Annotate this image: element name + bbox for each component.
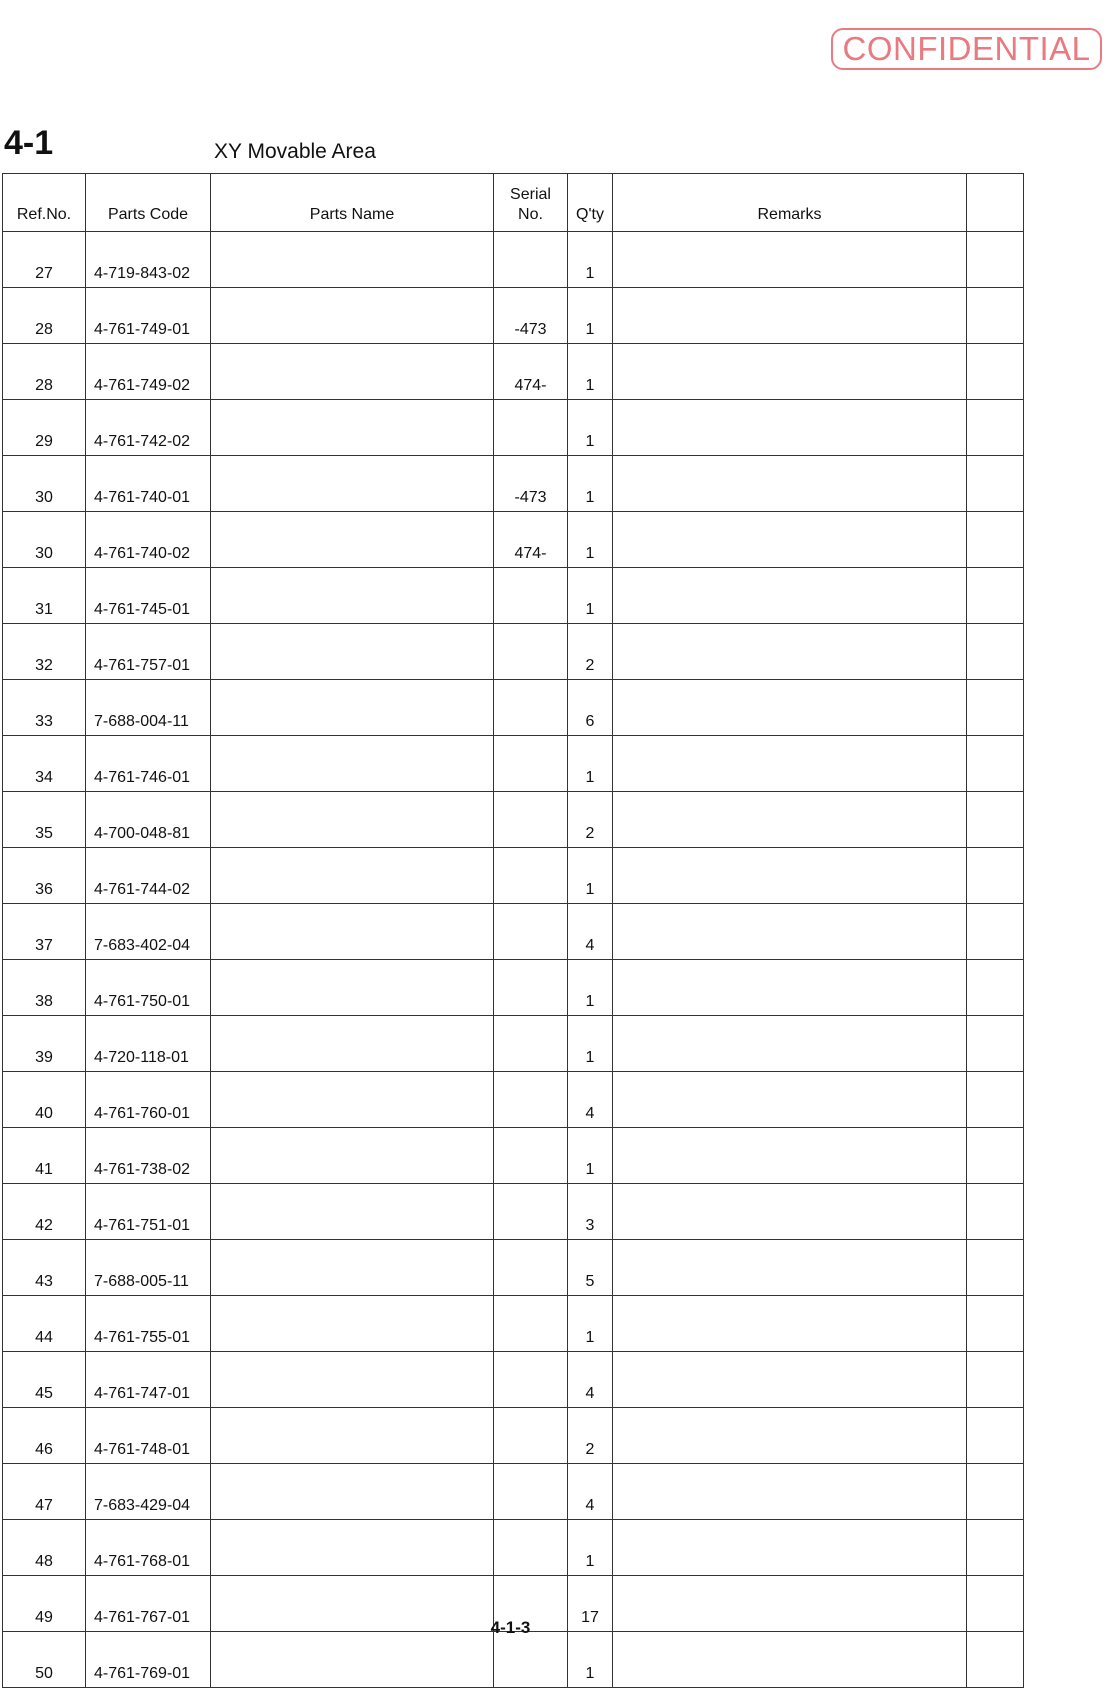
cell-extra bbox=[967, 512, 1024, 568]
cell-parts-code: 4-761-746-01 bbox=[86, 736, 211, 792]
cell-parts-code: 4-761-748-01 bbox=[86, 1408, 211, 1464]
cell-remarks bbox=[613, 1408, 967, 1464]
cell-ref-no: 37 bbox=[3, 904, 86, 960]
cell-qty: 1 bbox=[568, 512, 613, 568]
cell-parts-code: 4-761-747-01 bbox=[86, 1352, 211, 1408]
cell-ref-no: 40 bbox=[3, 1072, 86, 1128]
parts-table-body bbox=[3, 232, 1024, 1688]
cell-qty: 1 bbox=[568, 400, 613, 456]
table-row bbox=[3, 456, 1024, 512]
cell-qty: 1 bbox=[568, 1296, 613, 1352]
header-serial-line2: No. bbox=[518, 206, 543, 223]
cell-serial-no bbox=[494, 1632, 568, 1688]
cell-serial-no bbox=[494, 1240, 568, 1296]
cell-ref-no: 45 bbox=[3, 1352, 86, 1408]
cell-serial-no bbox=[494, 1296, 568, 1352]
table-row bbox=[3, 1408, 1024, 1464]
cell-extra bbox=[967, 1352, 1024, 1408]
cell-parts-code: 4-761-745-01 bbox=[86, 568, 211, 624]
cell-qty: 1 bbox=[568, 1016, 613, 1072]
table-row bbox=[3, 680, 1024, 736]
cell-serial-no bbox=[494, 1464, 568, 1520]
cell-ref-no: 32 bbox=[3, 624, 86, 680]
cell-extra bbox=[967, 344, 1024, 400]
table-row bbox=[3, 904, 1024, 960]
cell-ref-no: 30 bbox=[3, 512, 86, 568]
cell-extra bbox=[967, 960, 1024, 1016]
table-row bbox=[3, 792, 1024, 848]
cell-qty: 1 bbox=[568, 1128, 613, 1184]
cell-ref-no: 35 bbox=[3, 792, 86, 848]
table-row bbox=[3, 232, 1024, 288]
cell-parts-code: 7-688-005-11 bbox=[86, 1240, 211, 1296]
cell-parts-code: 7-683-429-04 bbox=[86, 1464, 211, 1520]
cell-serial-no bbox=[494, 568, 568, 624]
cell-parts-name bbox=[211, 568, 494, 624]
cell-qty: 1 bbox=[568, 344, 613, 400]
cell-remarks bbox=[613, 624, 967, 680]
cell-ref-no: 27 bbox=[3, 232, 86, 288]
cell-remarks bbox=[613, 512, 967, 568]
cell-parts-code: 7-683-402-04 bbox=[86, 904, 211, 960]
cell-parts-name bbox=[211, 1352, 494, 1408]
cell-parts-name bbox=[211, 1184, 494, 1240]
cell-qty: 1 bbox=[568, 1632, 613, 1688]
cell-parts-name bbox=[211, 1072, 494, 1128]
cell-extra bbox=[967, 400, 1024, 456]
table-row bbox=[3, 960, 1024, 1016]
cell-parts-name bbox=[211, 512, 494, 568]
table-row bbox=[3, 344, 1024, 400]
cell-parts-name bbox=[211, 1128, 494, 1184]
header-ref-no: Ref.No. bbox=[3, 174, 86, 232]
header-row bbox=[3, 174, 1024, 232]
cell-parts-name bbox=[211, 1520, 494, 1576]
cell-qty: 1 bbox=[568, 232, 613, 288]
cell-ref-no: 28 bbox=[3, 288, 86, 344]
cell-remarks bbox=[613, 1128, 967, 1184]
cell-parts-name bbox=[211, 680, 494, 736]
cell-parts-code: 4-719-843-02 bbox=[86, 232, 211, 288]
cell-parts-code: 4-761-744-02 bbox=[86, 848, 211, 904]
table-row bbox=[3, 400, 1024, 456]
cell-ref-no: 30 bbox=[3, 456, 86, 512]
cell-qty: 4 bbox=[568, 1072, 613, 1128]
cell-parts-name bbox=[211, 1240, 494, 1296]
cell-remarks bbox=[613, 792, 967, 848]
cell-parts-code: 4-761-740-02 bbox=[86, 512, 211, 568]
cell-serial-no bbox=[494, 736, 568, 792]
header-parts-code: Parts Code bbox=[86, 174, 211, 232]
cell-serial-no bbox=[494, 792, 568, 848]
cell-parts-name bbox=[211, 792, 494, 848]
cell-extra bbox=[967, 624, 1024, 680]
cell-parts-code: 4-761-768-01 bbox=[86, 1520, 211, 1576]
cell-remarks bbox=[613, 848, 967, 904]
table-row bbox=[3, 568, 1024, 624]
cell-extra bbox=[967, 1632, 1024, 1688]
cell-ref-no: 39 bbox=[3, 1016, 86, 1072]
cell-remarks bbox=[613, 680, 967, 736]
cell-remarks bbox=[613, 1464, 967, 1520]
cell-extra bbox=[967, 1408, 1024, 1464]
cell-serial-no: -473 bbox=[494, 288, 568, 344]
cell-serial-no: 474- bbox=[494, 512, 568, 568]
section-title: XY Movable Area bbox=[214, 140, 376, 163]
cell-qty: 17 bbox=[568, 1576, 613, 1632]
cell-qty: 3 bbox=[568, 1184, 613, 1240]
cell-remarks bbox=[613, 1240, 967, 1296]
cell-remarks bbox=[613, 1016, 967, 1072]
cell-extra bbox=[967, 1464, 1024, 1520]
cell-parts-name bbox=[211, 848, 494, 904]
header-serial-no bbox=[494, 174, 568, 232]
cell-parts-name bbox=[211, 1016, 494, 1072]
header-remarks: Remarks bbox=[613, 174, 967, 232]
cell-parts-code: 4-761-738-02 bbox=[86, 1128, 211, 1184]
cell-ref-no: 50 bbox=[3, 1632, 86, 1688]
cell-remarks bbox=[613, 904, 967, 960]
cell-parts-code: 4-761-769-01 bbox=[86, 1632, 211, 1688]
cell-remarks bbox=[613, 736, 967, 792]
cell-ref-no: 28 bbox=[3, 344, 86, 400]
cell-remarks bbox=[613, 1296, 967, 1352]
cell-remarks bbox=[613, 1520, 967, 1576]
cell-parts-name bbox=[211, 1296, 494, 1352]
header-serial-line1: Serial bbox=[510, 186, 551, 203]
cell-parts-name bbox=[211, 1632, 494, 1688]
cell-parts-name bbox=[211, 232, 494, 288]
cell-parts-code: 4-761-749-01 bbox=[86, 288, 211, 344]
cell-extra bbox=[967, 568, 1024, 624]
cell-parts-code: 4-761-750-01 bbox=[86, 960, 211, 1016]
cell-qty: 1 bbox=[568, 736, 613, 792]
table-row bbox=[3, 736, 1024, 792]
cell-parts-code: 4-761-760-01 bbox=[86, 1072, 211, 1128]
cell-extra bbox=[967, 1072, 1024, 1128]
table-row bbox=[3, 1464, 1024, 1520]
cell-qty: 4 bbox=[568, 904, 613, 960]
cell-parts-name bbox=[211, 456, 494, 512]
cell-qty: 1 bbox=[568, 568, 613, 624]
header-qty: Q'ty bbox=[568, 174, 613, 232]
cell-remarks bbox=[613, 1632, 967, 1688]
cell-ref-no: 31 bbox=[3, 568, 86, 624]
page-number: 4-1-3 bbox=[490, 1618, 531, 1637]
cell-extra bbox=[967, 736, 1024, 792]
cell-parts-code: 4-761-749-02 bbox=[86, 344, 211, 400]
cell-qty: 6 bbox=[568, 680, 613, 736]
cell-extra bbox=[967, 1184, 1024, 1240]
cell-serial-no: -473 bbox=[494, 456, 568, 512]
cell-remarks bbox=[613, 960, 967, 1016]
cell-qty: 2 bbox=[568, 792, 613, 848]
confidential-stamp: CONFIDENTIAL bbox=[831, 28, 1102, 70]
cell-extra bbox=[967, 456, 1024, 512]
table-row bbox=[3, 1520, 1024, 1576]
cell-extra bbox=[967, 1128, 1024, 1184]
cell-parts-code: 4-720-118-01 bbox=[86, 1016, 211, 1072]
cell-parts-name bbox=[211, 400, 494, 456]
header-parts-name: Parts Name bbox=[211, 174, 494, 232]
cell-remarks bbox=[613, 456, 967, 512]
cell-serial-no bbox=[494, 232, 568, 288]
cell-parts-code: 4-761-751-01 bbox=[86, 1184, 211, 1240]
cell-ref-no: 43 bbox=[3, 1240, 86, 1296]
cell-parts-name bbox=[211, 288, 494, 344]
cell-serial-no bbox=[494, 848, 568, 904]
cell-parts-name bbox=[211, 344, 494, 400]
section-number: 4-1 bbox=[4, 124, 54, 162]
cell-serial-no bbox=[494, 960, 568, 1016]
cell-parts-code: 4-761-757-01 bbox=[86, 624, 211, 680]
cell-remarks bbox=[613, 232, 967, 288]
cell-remarks bbox=[613, 568, 967, 624]
table-row bbox=[3, 624, 1024, 680]
cell-qty: 1 bbox=[568, 288, 613, 344]
cell-parts-code: 4-761-740-01 bbox=[86, 456, 211, 512]
cell-remarks bbox=[613, 1072, 967, 1128]
cell-extra bbox=[967, 1240, 1024, 1296]
cell-qty: 1 bbox=[568, 456, 613, 512]
parts-table-header bbox=[3, 174, 1024, 232]
cell-parts-name bbox=[211, 1464, 494, 1520]
cell-parts-name bbox=[211, 736, 494, 792]
cell-parts-code: 4-761-742-02 bbox=[86, 400, 211, 456]
table-row bbox=[3, 1072, 1024, 1128]
table-row bbox=[3, 288, 1024, 344]
cell-extra bbox=[967, 232, 1024, 288]
cell-remarks bbox=[613, 400, 967, 456]
table-row bbox=[3, 1296, 1024, 1352]
cell-ref-no: 46 bbox=[3, 1408, 86, 1464]
cell-parts-code: 4-700-048-81 bbox=[86, 792, 211, 848]
cell-parts-code: 4-761-767-01 bbox=[86, 1576, 211, 1632]
cell-serial-no bbox=[494, 1072, 568, 1128]
table-row bbox=[3, 1352, 1024, 1408]
cell-ref-no: 49 bbox=[3, 1576, 86, 1632]
cell-ref-no: 44 bbox=[3, 1296, 86, 1352]
cell-serial-no bbox=[494, 1016, 568, 1072]
cell-parts-name bbox=[211, 904, 494, 960]
table-row bbox=[3, 512, 1024, 568]
cell-serial-no: 474- bbox=[494, 344, 568, 400]
cell-ref-no: 48 bbox=[3, 1520, 86, 1576]
cell-extra bbox=[967, 680, 1024, 736]
cell-serial-no bbox=[494, 1520, 568, 1576]
cell-ref-no: 47 bbox=[3, 1464, 86, 1520]
cell-qty: 5 bbox=[568, 1240, 613, 1296]
cell-serial-no bbox=[494, 680, 568, 736]
cell-ref-no: 36 bbox=[3, 848, 86, 904]
parts-table bbox=[2, 173, 1024, 1688]
cell-remarks bbox=[613, 1352, 967, 1408]
cell-ref-no: 41 bbox=[3, 1128, 86, 1184]
cell-remarks bbox=[613, 1184, 967, 1240]
cell-parts-name bbox=[211, 624, 494, 680]
cell-qty: 1 bbox=[568, 848, 613, 904]
cell-extra bbox=[967, 848, 1024, 904]
cell-remarks bbox=[613, 288, 967, 344]
cell-parts-name bbox=[211, 960, 494, 1016]
cell-qty: 2 bbox=[568, 1408, 613, 1464]
cell-extra bbox=[967, 288, 1024, 344]
cell-parts-code: 7-688-004-11 bbox=[86, 680, 211, 736]
cell-qty: 4 bbox=[568, 1464, 613, 1520]
cell-parts-name bbox=[211, 1408, 494, 1464]
table-row bbox=[3, 848, 1024, 904]
cell-extra bbox=[967, 1296, 1024, 1352]
cell-ref-no: 38 bbox=[3, 960, 86, 1016]
header-extra bbox=[967, 174, 1024, 232]
table-row bbox=[3, 1016, 1024, 1072]
cell-extra bbox=[967, 792, 1024, 848]
cell-ref-no: 29 bbox=[3, 400, 86, 456]
cell-ref-no: 42 bbox=[3, 1184, 86, 1240]
cell-qty: 4 bbox=[568, 1352, 613, 1408]
cell-serial-no bbox=[494, 904, 568, 960]
cell-serial-no bbox=[494, 1128, 568, 1184]
cell-serial-no bbox=[494, 1408, 568, 1464]
cell-serial-no bbox=[494, 624, 568, 680]
cell-ref-no: 34 bbox=[3, 736, 86, 792]
cell-serial-no bbox=[494, 1184, 568, 1240]
cell-qty: 1 bbox=[568, 960, 613, 1016]
cell-serial-no bbox=[494, 1352, 568, 1408]
table-row bbox=[3, 1632, 1024, 1688]
table-row bbox=[3, 1128, 1024, 1184]
cell-extra bbox=[967, 904, 1024, 960]
cell-qty: 2 bbox=[568, 624, 613, 680]
cell-ref-no: 33 bbox=[3, 680, 86, 736]
cell-remarks bbox=[613, 344, 967, 400]
cell-serial-no bbox=[494, 400, 568, 456]
cell-parts-code: 4-761-755-01 bbox=[86, 1296, 211, 1352]
cell-qty: 1 bbox=[568, 1520, 613, 1576]
table-row bbox=[3, 1240, 1024, 1296]
table-row bbox=[3, 1184, 1024, 1240]
cell-extra bbox=[967, 1520, 1024, 1576]
cell-extra bbox=[967, 1016, 1024, 1072]
